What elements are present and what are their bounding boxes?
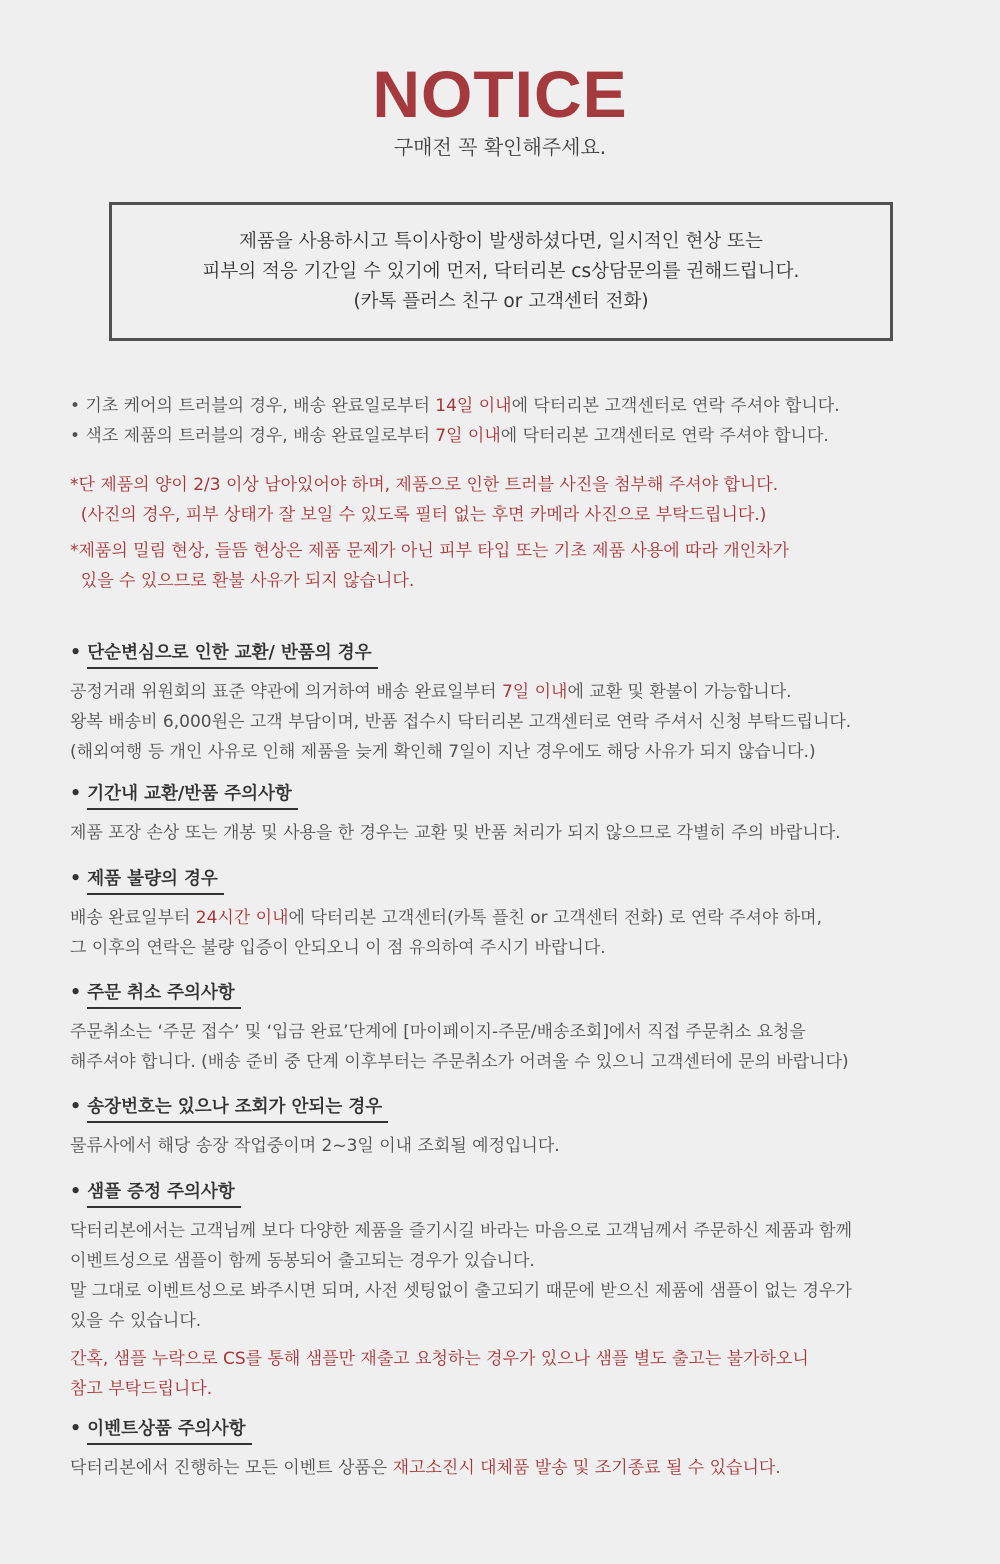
page-subtitle: 구매전 꼭 확인해주세요. [393,135,607,159]
section-heading [70,980,241,1009]
section-red-line: 간혹, 샘플 누락으로 CS를 통해 샘플만 재출고 요청하는 경우가 있으나 샘플 별도 출고는 불가하오니 [70,1349,809,1369]
section-heading-text: 기간내 교환/반품 주의사항 [87,781,298,810]
section-line: 말 그대로 이벤트성으로 봐주시면 되며, 사전 셋팅없이 출고되기 때문에 받으신 제품에 샘플이 없는 경우가 [70,1281,852,1301]
section-heading-text: 샘플 증정 주의사항 [87,1179,240,1208]
bullet-item [70,391,950,421]
section-heading-text: 주문 취소 주의사항 [87,980,240,1009]
section-heading [70,1094,388,1123]
section-heading [70,866,224,895]
text: 닥터리본에서 진행하는 모든 이벤트 상품은 [70,1458,393,1478]
bullet-mark: • [70,643,88,663]
section-line [70,1453,950,1483]
section-line: 그 이후의 연락은 불량 입증이 안되오니 이 점 유의하여 주시기 바랍니다. [70,938,606,958]
bullet-mark: • [70,869,88,889]
text: 에 교환 및 환불이 가능합니다. [567,682,792,702]
section-event [70,1416,950,1483]
bullet-highlight: 14일 이내 [435,396,512,416]
bullet-item [70,421,950,451]
highlight: 24시간 이내 [195,908,289,928]
section-line: 제품 포장 손상 또는 개봉 및 사용을 한 경우는 교환 및 반품 처리가 되지 않으므로 각별히 주의 바랍니다. [70,823,841,843]
section-sample [70,1179,950,1404]
text: 공정거래 위원회의 표준 약관에 의거하여 배송 완료일부터 [70,682,502,702]
section-heading-text: 이벤트상품 주의사항 [87,1416,251,1445]
section-line: 있을 수 있습니다. [70,1311,202,1331]
text: 에 닥터리본 고객센터(카톡 플친 or 고객센터 전화) 로 연락 주셔야 하며, [288,908,822,928]
bullet-mark: • [70,784,88,804]
bullet-mark: • [70,1182,88,1202]
section-line: 주문취소는 ‘주문 접수’ 및 ‘입금 완료’단계에 [마이페이지-주문/배송조회]에서 직접 주문취소 요청을 [70,1022,806,1042]
page-title: NOTICE [372,57,628,131]
text: 배송 완료일부터 [70,908,196,928]
section-order-cancel [70,980,950,1077]
bullet-text: 에 닥터리본 고객센터로 연락 주셔야 합니다. [500,426,829,446]
section-heading [70,640,378,669]
bullet-mark: • [70,983,88,1003]
red-notes [70,470,950,596]
highlight: 7일 이내 [501,682,568,702]
section-heading [70,781,298,810]
section-line: 이벤트성으로 샘플이 함께 동봉되어 출고되는 경우가 있습니다. [70,1251,535,1271]
section-line: 왕복 배송비 6,000원은 고객 부담이며, 반품 접수시 닥터리본 고객센터로 연락 주셔서 신청 부탁드립니다. [70,712,852,732]
section-defect [70,866,950,963]
box-line: 제품을 사용하시고 특이사항이 발생하셨다면, 일시적인 현상 또는 [239,230,763,252]
box-line: (카톡 플러스 친구 or 고객센터 전화) [353,290,649,312]
section-red-line: 참고 부탁드립니다. [70,1379,213,1399]
section-heading [70,1179,241,1208]
section-heading-text: 제품 불량의 경우 [87,866,224,895]
bullet-highlight: 7일 이내 [435,426,501,446]
section-heading-text: 단순변심으로 인한 교환/ 반품의 경우 [87,640,377,669]
highlight: 재고소진시 대체품 발송 및 조기종료 될 수 있습니다. [392,1458,781,1478]
section-period-return [70,781,950,848]
note-line: (사진의 경우, 피부 상태가 잘 보일 수 있도록 필터 없는 후면 카메라 사진으로 부탁드립니다.) [70,505,767,525]
box-line: 피부의 적응 기간일 수 있기에 먼저, 닥터리본 cs상담문의를 권해드립니다. [202,260,800,282]
bullet-text: • 기초 케어의 트러블의 경우, 배송 완료일로부터 [70,396,436,416]
bullet-text: • 색조 제품의 트러블의 경우, 배송 완료일로부터 [70,426,436,446]
section-line: (해외여행 등 개인 사유로 인해 제품을 늦게 확인해 7일이 지난 경우에도 해당 사유가 되지 않습니다.) [70,742,816,762]
note-line: *제품의 밀림 현상, 들뜸 현상은 제품 문제가 아닌 피부 타입 또는 기초 제품 사용에 따라 개인차가 [70,541,789,561]
section-line: 닥터리본에서는 고객님께 보다 다양한 제품을 즐기시길 바라는 마음으로 고객님께서 주문하신 제품과 함께 [70,1221,853,1241]
bullet-mark: • [70,1097,88,1117]
trouble-bullets [70,391,950,451]
note-line: *단 제품의 양이 2/3 이상 남아있어야 하며, 제품으로 인한 트러블 사진을 첨부해 주셔야 합니다. [70,475,779,495]
section-simple-change [70,640,950,767]
section-tracking [70,1094,950,1161]
bullet-mark: • [70,1419,88,1439]
section-line [70,903,950,933]
section-line: 물류사에서 해당 송장 작업중이며 2~3일 이내 조회될 예정입니다. [70,1136,560,1156]
section-line: 해주셔야 합니다. (배송 준비 중 단계 이후부터는 주문취소가 어려울 수 있으니 고객센터에 문의 바랍니다) [70,1052,849,1072]
section-line [70,677,950,707]
section-heading-text: 송장번호는 있으나 조회가 안되는 경우 [87,1094,388,1123]
cs-notice-box [109,202,893,341]
note-line: 있을 수 있으므로 환불 사유가 되지 않습니다. [70,571,415,591]
bullet-text: 에 닥터리본 고객센터로 연락 주셔야 합니다. [511,396,840,416]
section-heading [70,1416,252,1445]
